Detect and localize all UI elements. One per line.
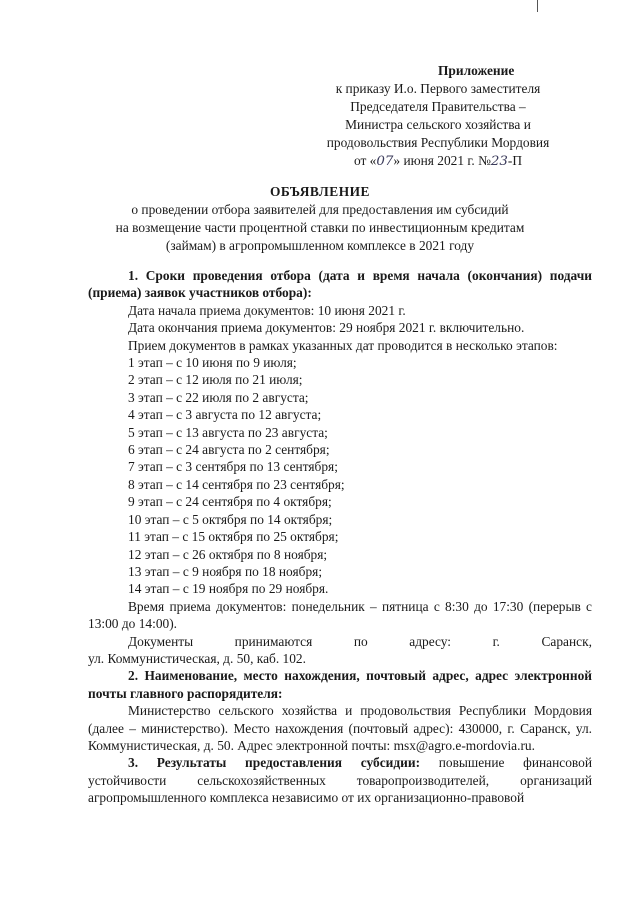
- stage-item: 6 этап – с 24 августа по 2 сентября;: [128, 442, 330, 458]
- stage-list: [88, 354, 592, 598]
- date-suffix: -П: [507, 153, 523, 168]
- stage-item: 11 этап – с 15 октября по 25 октября;: [128, 529, 339, 545]
- address-word: принимаются: [234, 633, 313, 649]
- address-word: Документы: [128, 633, 194, 649]
- stage-item: 8 этап – с 14 сентября по 23 сентября;: [128, 476, 345, 492]
- section-3-heading: 3. Результаты предоставления субсидии:: [128, 755, 421, 771]
- scan-edge-mark: [537, 0, 538, 12]
- address-word: Саранск,: [541, 633, 592, 649]
- handwritten-day: 07: [376, 154, 394, 169]
- appendix-block: [288, 62, 588, 171]
- section-3-paragraph: [88, 754, 592, 806]
- section-1-heading: 1. Сроки проведения отбора (дата и время начала (окончания) подачи (приема) заявок участников отбора):: [88, 268, 592, 301]
- address-word: г.: [492, 633, 500, 649]
- stages-intro: Прием документов в рамках указанных дат проводится в несколько этапов:: [128, 337, 558, 353]
- reception-hours: Время приема документов: понедельник – пятница с 8:30 до 17:30 (перерыв с 13:00 до 14:00).: [88, 598, 592, 632]
- announcement-subtitle: о проведении отбора заявителей для предоставления им субсидий: [131, 202, 509, 217]
- document-body: [88, 267, 592, 807]
- order-date-line: [288, 152, 588, 171]
- end-date: Дата окончания приема документов: 29 ноября 2021 г. включительно.: [128, 320, 525, 336]
- handwritten-number: 23: [490, 154, 508, 169]
- appendix-title: Приложение: [438, 63, 515, 78]
- date-mid: » июня 2021 г. №: [393, 153, 491, 168]
- address-word: адресу:: [409, 633, 452, 649]
- section-2-text: Министерство сельского хозяйства и продовольствия Республики Мордовия (далее – министерство). Место нахождения (почтовый адрес): 430000, г. Саранск, ул. Коммунистическая, д. 50. Адрес электронной почты: msx@agro.e-mordovia.ru.: [88, 703, 592, 753]
- appendix-line: к приказу И.о. Первого заместителя: [335, 81, 541, 96]
- stage-item: 12 этап – с 26 октября по 8 ноября;: [128, 546, 328, 562]
- appendix-line: Министра сельского хозяйства и: [345, 117, 531, 132]
- stage-item: 7 этап – с 3 сентября по 13 сентября;: [128, 459, 338, 475]
- date-prefix: от «: [353, 153, 377, 168]
- announcement-title: [0, 183, 640, 255]
- stage-item: 3 этап – с 22 июля по 2 августа;: [128, 389, 309, 405]
- appendix-line: продовольствия Республики Мордовия: [326, 135, 550, 150]
- stage-item: 1 этап – с 10 июня по 9 июля;: [128, 355, 297, 371]
- stage-item: 9 этап – с 24 сентября по 4 октября;: [128, 494, 332, 510]
- stage-item: 10 этап – с 5 октября по 14 октября;: [128, 511, 333, 527]
- stage-item: 5 этап – с 13 августа по 23 августа;: [128, 424, 328, 440]
- announcement-heading: ОБЪЯВЛЕНИЕ: [270, 184, 370, 199]
- section-3-text: повышение финансовой устойчивости сельскохозяйственных товаропроизводителей, организаций агропромышленного комплекса независимо от их организационно-правовой: [88, 755, 592, 806]
- announcement-subtitle: (займам) в агропромышленном комплексе в 2021 году: [165, 238, 475, 253]
- stage-item: 2 этап – с 12 июля по 21 июля;: [128, 372, 303, 388]
- stage-item: 4 этап – с 3 августа по 12 августа;: [128, 407, 322, 423]
- announcement-subtitle: на возмещение части процентной ставки по инвестиционным кредитам: [115, 220, 525, 235]
- appendix-line: Председателя Правительства –: [350, 99, 526, 114]
- stage-item: 13 этап – с 9 ноября по 18 ноября;: [128, 563, 323, 579]
- address-line: [88, 633, 592, 650]
- section-2-heading: 2. Наименование, место нахождения, почтовый адрес, адрес электронной почты главного распорядителя:: [88, 668, 592, 701]
- address-street: ул. Коммунистическая, д. 50, каб. 102.: [88, 650, 306, 666]
- address-word: по: [353, 633, 368, 649]
- stage-item: 14 этап – с 19 ноября по 29 ноября.: [128, 581, 329, 597]
- start-date: Дата начала приема документов: 10 июня 2021 г.: [128, 302, 406, 318]
